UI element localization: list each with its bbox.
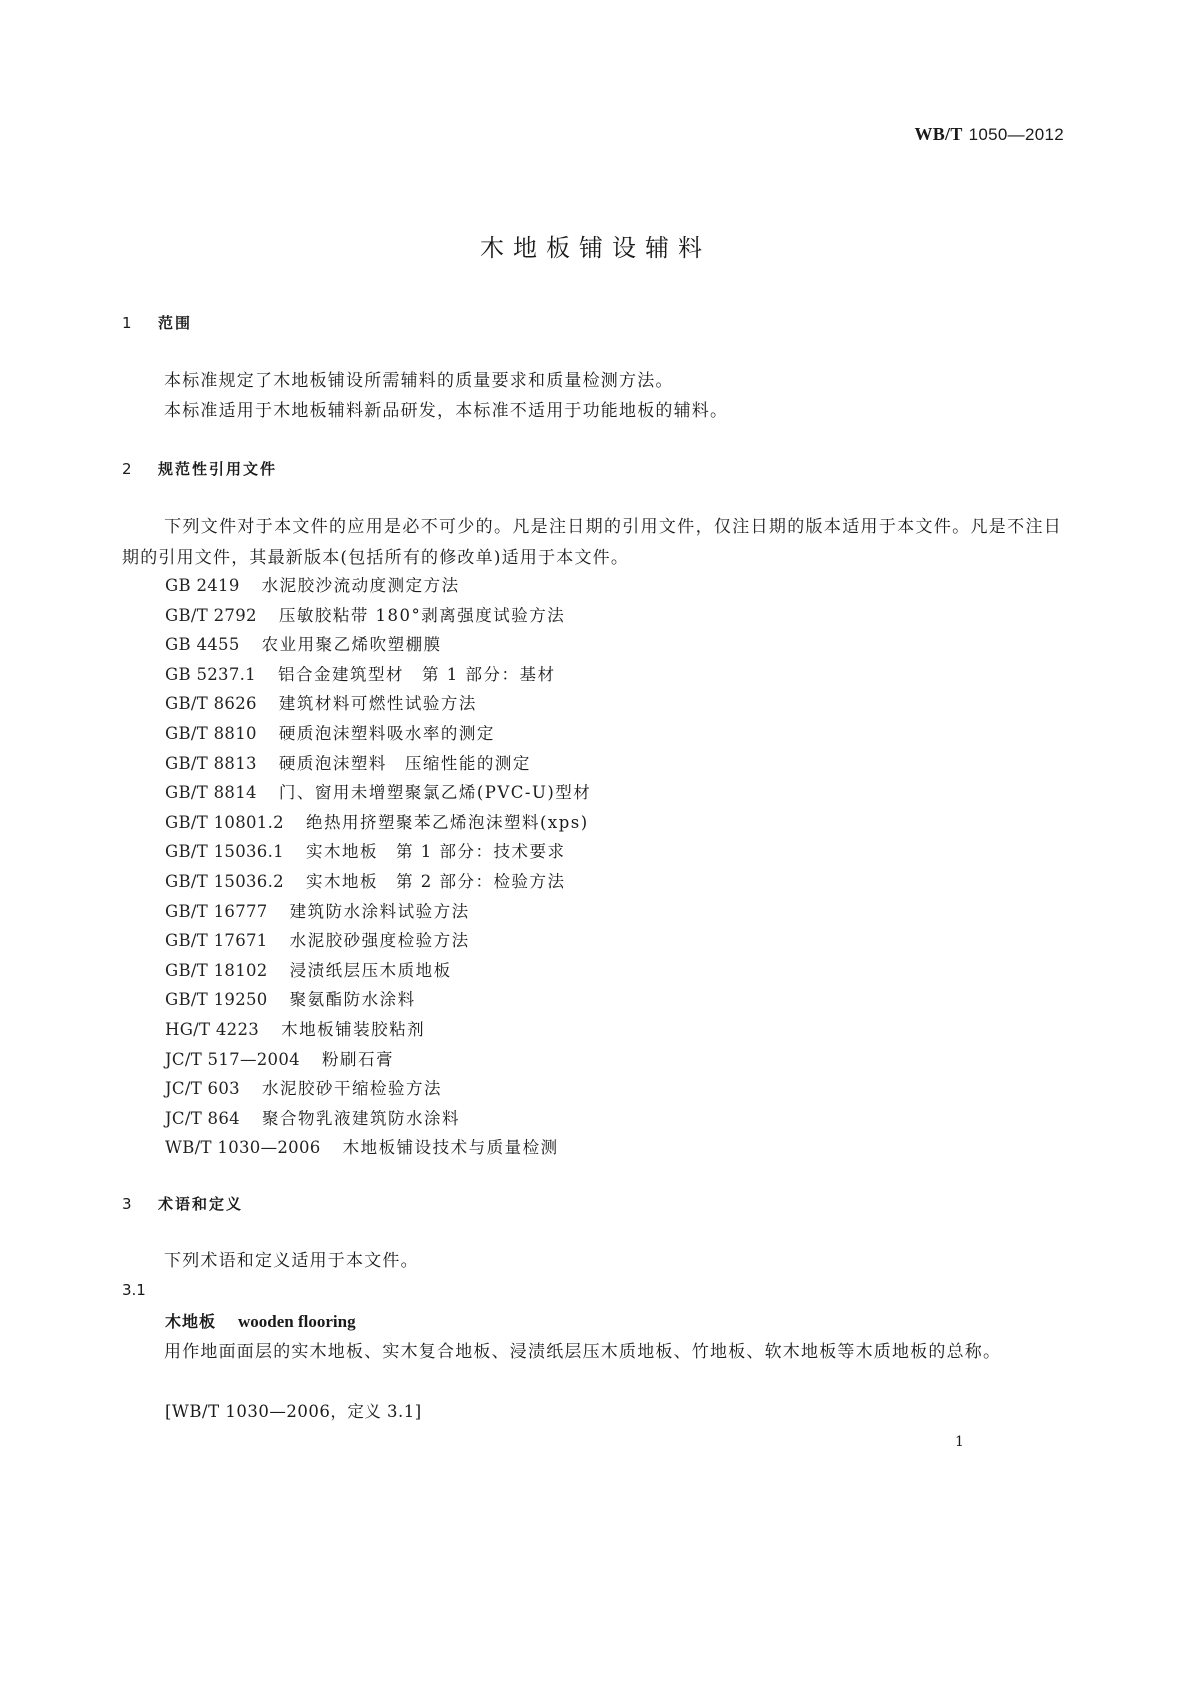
reference-item	[165, 1015, 591, 1045]
reference-title: 铝合金建筑型材 第 1 部分：基材	[278, 664, 556, 684]
reference-title: 水泥胶沙流动度测定方法	[261, 576, 460, 595]
reference-code: GB 5237.1	[165, 664, 256, 684]
reference-item	[165, 1045, 591, 1075]
reference-code: GB/T 8810	[165, 723, 257, 743]
reference-code: JC/T 517—2004	[165, 1049, 300, 1069]
reference-title: 门、窗用未增塑聚氯乙烯(PVC-U)型材	[278, 783, 592, 803]
reference-item	[165, 719, 591, 749]
reference-title: 实木地板 第 1 部分：技术要求	[305, 842, 566, 862]
reference-code: JC/T 603	[165, 1079, 240, 1099]
reference-title: 聚合物乳液建筑防水涂料	[261, 1108, 460, 1128]
reference-title: 聚氨酯防水涂料	[289, 990, 416, 1010]
reference-item	[165, 749, 591, 779]
section-heading-terms-definitions	[122, 1193, 243, 1214]
section-number: 3	[122, 1195, 132, 1213]
reference-item	[165, 1104, 591, 1134]
references-intro-paragraph: 下列文件对于本文件的应用是必不可少的。凡是注日期的引用文件，仅注日期的版本适用于本文件。凡是不注日期的引用文件，其最新版本(包括所有的修改单)适用于本文件。	[122, 517, 1062, 568]
terms-intro-paragraph: 下列术语和定义适用于本文件。	[164, 1251, 419, 1271]
reference-code: HG/T 4223	[165, 1019, 260, 1039]
reference-item	[165, 1133, 591, 1163]
reference-item	[165, 1074, 591, 1104]
reference-item	[165, 897, 591, 927]
section-title: 规范性引用文件	[158, 460, 278, 478]
reference-title: 实木地板 第 2 部分：检验方法	[305, 871, 566, 891]
reference-title: 木地板铺装胶粘剂	[281, 1019, 426, 1039]
definition-source: [WB/T 1030—2006，定义 3.1]	[165, 1402, 422, 1421]
reference-title: 硬质泡沫塑料 压缩性能的测定	[278, 753, 531, 773]
reference-code: GB/T 15036.1	[165, 842, 284, 862]
reference-item	[165, 778, 591, 808]
reference-item	[165, 985, 591, 1015]
reference-item	[165, 630, 591, 660]
scope-paragraph-1: 本标准规定了木地板铺设所需辅料的质量要求和质量检测方法。	[164, 371, 674, 391]
term-entry	[165, 1309, 356, 1332]
reference-code: GB/T 10801.2	[165, 812, 284, 832]
reference-code: WB/T 1030—2006	[165, 1138, 321, 1158]
section-heading-scope	[122, 312, 192, 333]
reference-title: 建筑防水涂料试验方法	[289, 901, 470, 921]
section-heading-normative-references	[122, 458, 277, 479]
reference-title: 压敏胶粘带 180°剥离强度试验方法	[278, 605, 566, 625]
reference-item	[165, 571, 591, 601]
reference-code: GB/T 18102	[165, 960, 268, 980]
reference-code: GB/T 15036.2	[165, 871, 284, 891]
reference-code: GB/T 16777	[165, 901, 268, 921]
section-title: 术语和定义	[158, 1195, 244, 1213]
standard-prefix: WB/T	[914, 124, 963, 144]
reference-title: 硬质泡沫塑料吸水率的测定	[278, 723, 495, 743]
reference-title: 绝热用挤塑聚苯乙烯泡沫塑料(xps)	[305, 812, 589, 832]
reference-code: GB/T 19250	[165, 990, 268, 1010]
section-number: 1	[122, 314, 132, 332]
reference-item	[165, 837, 591, 867]
reference-title: 农业用聚乙烯吹塑棚膜	[261, 635, 442, 655]
reference-title: 木地板铺设技术与质量检测	[342, 1138, 559, 1158]
reference-title: 水泥胶砂干缩检验方法	[261, 1079, 442, 1099]
term-english: wooden flooring	[238, 1312, 356, 1331]
reference-title: 浸渍纸层压木质地板	[289, 960, 452, 980]
reference-item	[165, 689, 591, 719]
reference-title: 粉刷石膏	[321, 1049, 394, 1069]
section-title: 范围	[158, 314, 193, 332]
reference-item	[165, 926, 591, 956]
normative-reference-list	[165, 571, 591, 1163]
reference-code: GB/T 8813	[165, 753, 257, 773]
reference-code: GB/T 2792	[165, 605, 257, 625]
reference-code: GB 4455	[165, 635, 240, 655]
reference-item	[165, 660, 591, 690]
reference-code: GB 2419	[165, 576, 240, 595]
reference-code: GB/T 8626	[165, 694, 257, 714]
term-chinese: 木地板	[165, 1312, 217, 1331]
section-number: 2	[122, 460, 132, 478]
reference-item	[165, 601, 591, 631]
reference-title: 水泥胶砂强度检验方法	[289, 931, 470, 951]
clause-number: 3.1	[122, 1281, 146, 1299]
standard-number: 1050—2012	[968, 125, 1064, 144]
reference-item	[165, 808, 591, 838]
reference-item	[165, 956, 591, 986]
term-definition: 用作地面面层的实木地板、实木复合地板、浸渍纸层压木质地板、竹地板、软木地板等木质地板的总称。	[164, 1342, 1002, 1362]
page-number: 1	[955, 1434, 964, 1450]
document-title: 木地板铺设辅料	[480, 234, 711, 262]
reference-item	[165, 867, 591, 897]
reference-code: GB/T 8814	[165, 783, 257, 803]
reference-code: GB/T 17671	[165, 931, 268, 951]
standard-code	[914, 124, 1064, 145]
reference-title: 建筑材料可燃性试验方法	[278, 694, 477, 714]
scope-paragraph-2: 本标准适用于木地板辅料新品研发，本标准不适用于功能地板的辅料。	[164, 401, 729, 421]
reference-code: JC/T 864	[165, 1108, 240, 1128]
